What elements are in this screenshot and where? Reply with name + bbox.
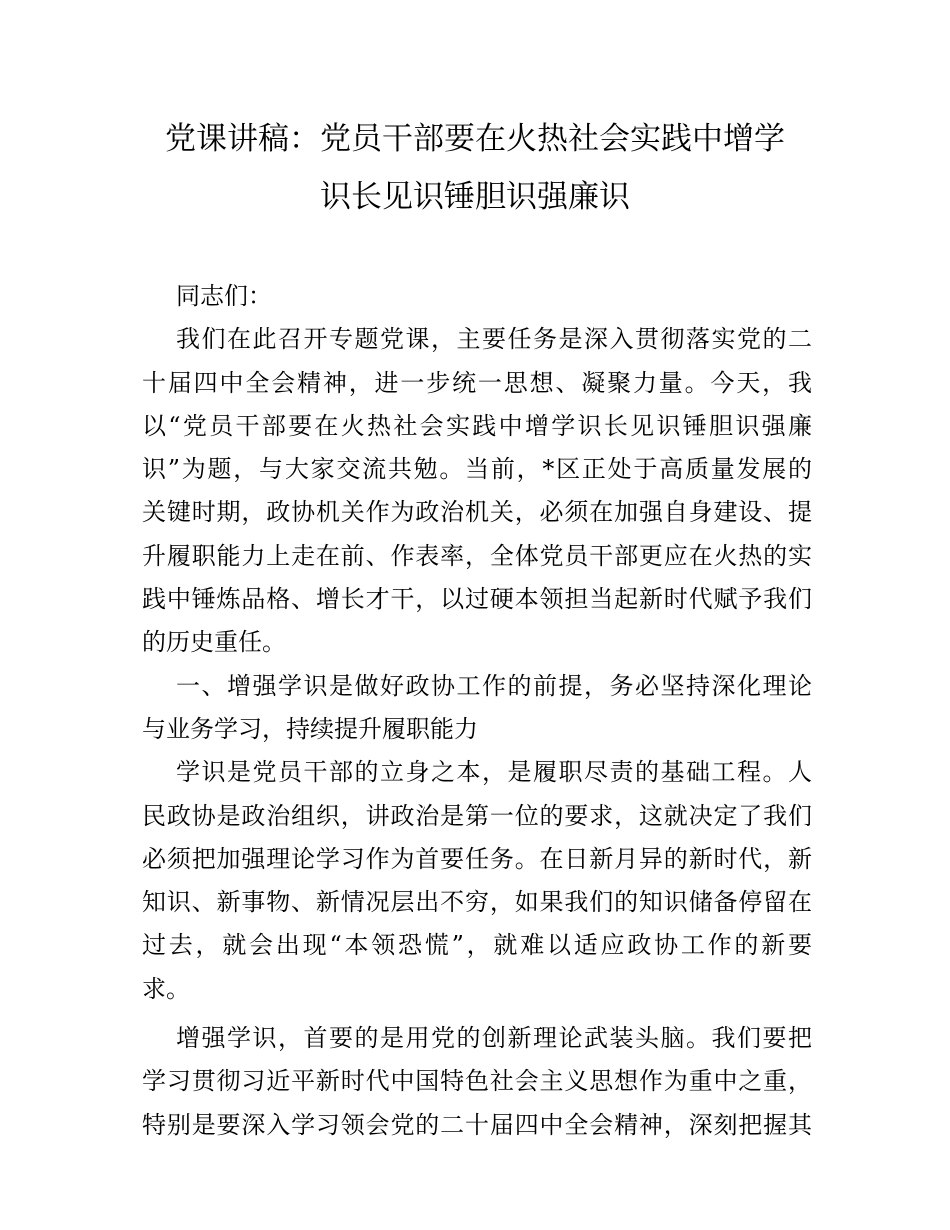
paragraph-line: 以“党员干部要在火热社会实践中增学识长见识锤胆识强廉: [142, 411, 812, 440]
section-heading-1: [142, 665, 812, 752]
paragraph-line: 升履职能力上走在前、作表率，全体党员干部更应在火热的实: [142, 541, 812, 570]
paragraph-line: 践中锤炼品格、增长才干，以过硬本领担当起新时代赋予我们: [142, 585, 812, 614]
paragraph-line: 求。: [142, 974, 190, 1003]
paragraph-learning: [142, 751, 812, 1011]
paragraph-line: 识”为题，与大家交流共勉。当前，*区正处于高质量发展的: [142, 455, 812, 484]
paragraph-line: 增强学识，首要的是用党的创新理论武装头脑。我们要把: [176, 1024, 812, 1053]
paragraph-line: 特别是要深入学习领会党的二十届四中全会精神，深刻把握其: [142, 1110, 812, 1139]
paragraph-line: 知识、新事物、新情况层出不穷，如果我们的知识储备停留在: [142, 888, 812, 917]
paragraph-line: 的历史重任。: [142, 628, 286, 657]
title-line-2: 识长见识锤胆识强廉识: [320, 179, 630, 215]
paragraph-line: 必须把加强理论学习作为首要任务。在日新月异的新时代，新: [142, 844, 812, 873]
paragraph-line: 民政协是政治组织，讲政治是第一位的要求，这就决定了我们: [142, 801, 812, 830]
paragraph-line: 过去，就会出现“本领恐慌”，就难以适应政协工作的新要: [142, 931, 812, 960]
paragraph-line: 关键时期，政协机关作为政治机关，必须在加强自身建设、提: [142, 498, 812, 527]
document-body: [142, 275, 812, 1147]
paragraph-line: 十届四中全会精神，进一步统一思想、凝聚力量。今天，我: [142, 368, 812, 397]
paragraph-intro: [142, 318, 812, 664]
paragraph-line: 学识是党员干部的立身之本，是履职尽责的基础工程。人: [176, 758, 812, 787]
document-title: [0, 110, 950, 226]
title-line-1: 党课讲稿：党员干部要在火热社会实践中增学: [165, 121, 785, 157]
salutation: 同志们：: [176, 282, 272, 310]
heading-line: 一、增强学识是做好政协工作的前提，务必坚持深化理论: [176, 671, 812, 700]
heading-line: 与业务学习，持续提升履职能力: [142, 714, 478, 743]
paragraph-line: 学习贯彻习近平新时代中国特色社会主义思想作为重中之重，: [142, 1067, 812, 1096]
paragraph-theory: [142, 1017, 812, 1147]
paragraph-line: 我们在此召开专题党课，主要任务是深入贯彻落实党的二: [176, 325, 812, 354]
